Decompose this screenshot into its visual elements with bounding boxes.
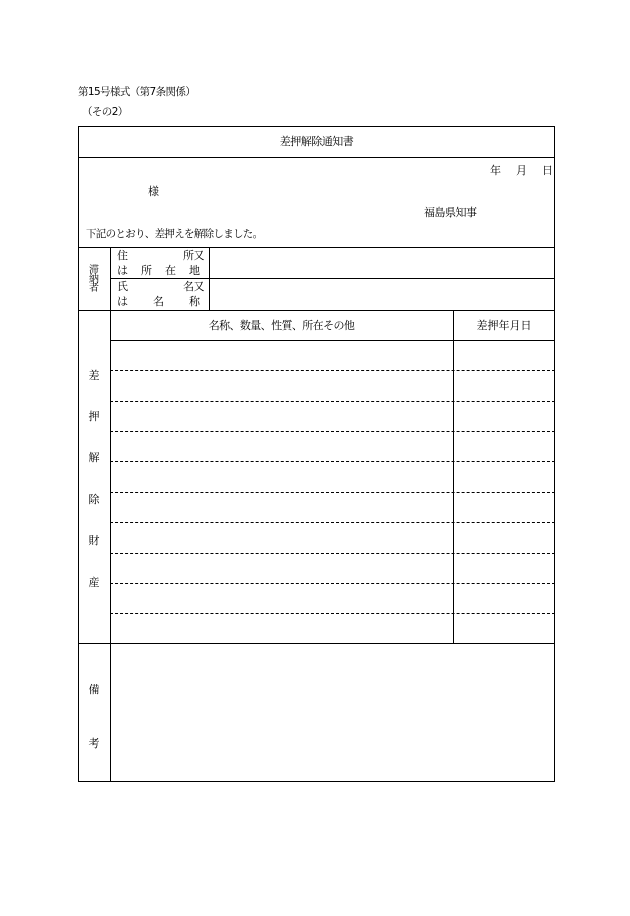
property-row-line bbox=[110, 492, 555, 493]
property-section-char: 除 bbox=[88, 493, 100, 506]
address-label-top-left: 住 bbox=[117, 249, 128, 262]
property-row-line bbox=[110, 370, 555, 371]
party-label-char: 滞 bbox=[89, 265, 99, 276]
date-column-line bbox=[453, 310, 454, 643]
property-row-line bbox=[110, 583, 555, 584]
party-label-column-line bbox=[209, 247, 210, 310]
date-header: 差押年月日 bbox=[476, 319, 532, 332]
property-row-line bbox=[110, 613, 555, 614]
name-label-bottom: は 名 称 bbox=[117, 295, 207, 308]
property-row-line bbox=[110, 522, 555, 523]
property-section-char: 差 bbox=[88, 369, 100, 382]
property-row-line bbox=[110, 431, 555, 432]
property-section-char: 解 bbox=[88, 451, 100, 464]
issuer: 福島県知事 bbox=[424, 206, 477, 219]
name-label-top-left: 氏 bbox=[117, 280, 128, 293]
party-label-char: 納 bbox=[89, 274, 99, 285]
property-section-char: 押 bbox=[88, 410, 100, 423]
property-row-line bbox=[110, 401, 555, 402]
property-section-char: 財 bbox=[88, 534, 100, 547]
name-label-top-right: 名又 bbox=[183, 280, 204, 293]
remarks-label-char: 備 bbox=[88, 683, 100, 696]
document-title: 差押解除通知書 bbox=[279, 135, 354, 148]
property-header: 名称、数量、性質、所在その他 bbox=[208, 319, 355, 332]
recipient-suffix: 様 bbox=[148, 185, 159, 198]
party-row-divider bbox=[110, 278, 555, 279]
property-header-divider bbox=[110, 340, 555, 341]
form-frame bbox=[78, 126, 555, 782]
remarks-label-char: 考 bbox=[88, 737, 100, 750]
title-divider bbox=[78, 157, 555, 158]
header-divider bbox=[78, 247, 555, 248]
party-divider bbox=[78, 310, 555, 311]
form-number: 第15号様式（第7条関係） bbox=[78, 86, 196, 98]
property-row-line bbox=[110, 553, 555, 554]
property-section-char: 産 bbox=[88, 576, 100, 589]
page-indicator: （その2） bbox=[82, 106, 128, 118]
party-label-char: 者 bbox=[89, 283, 99, 294]
date-line: 年 月 日 bbox=[490, 164, 555, 177]
address-label-bottom: は 所 在 地 bbox=[117, 264, 201, 277]
statement: 下記のとおり、差押えを解除しました。 bbox=[86, 228, 263, 240]
address-label-top-right: 所又 bbox=[183, 249, 204, 262]
property-row-line bbox=[110, 461, 555, 462]
remarks-divider bbox=[78, 643, 555, 644]
